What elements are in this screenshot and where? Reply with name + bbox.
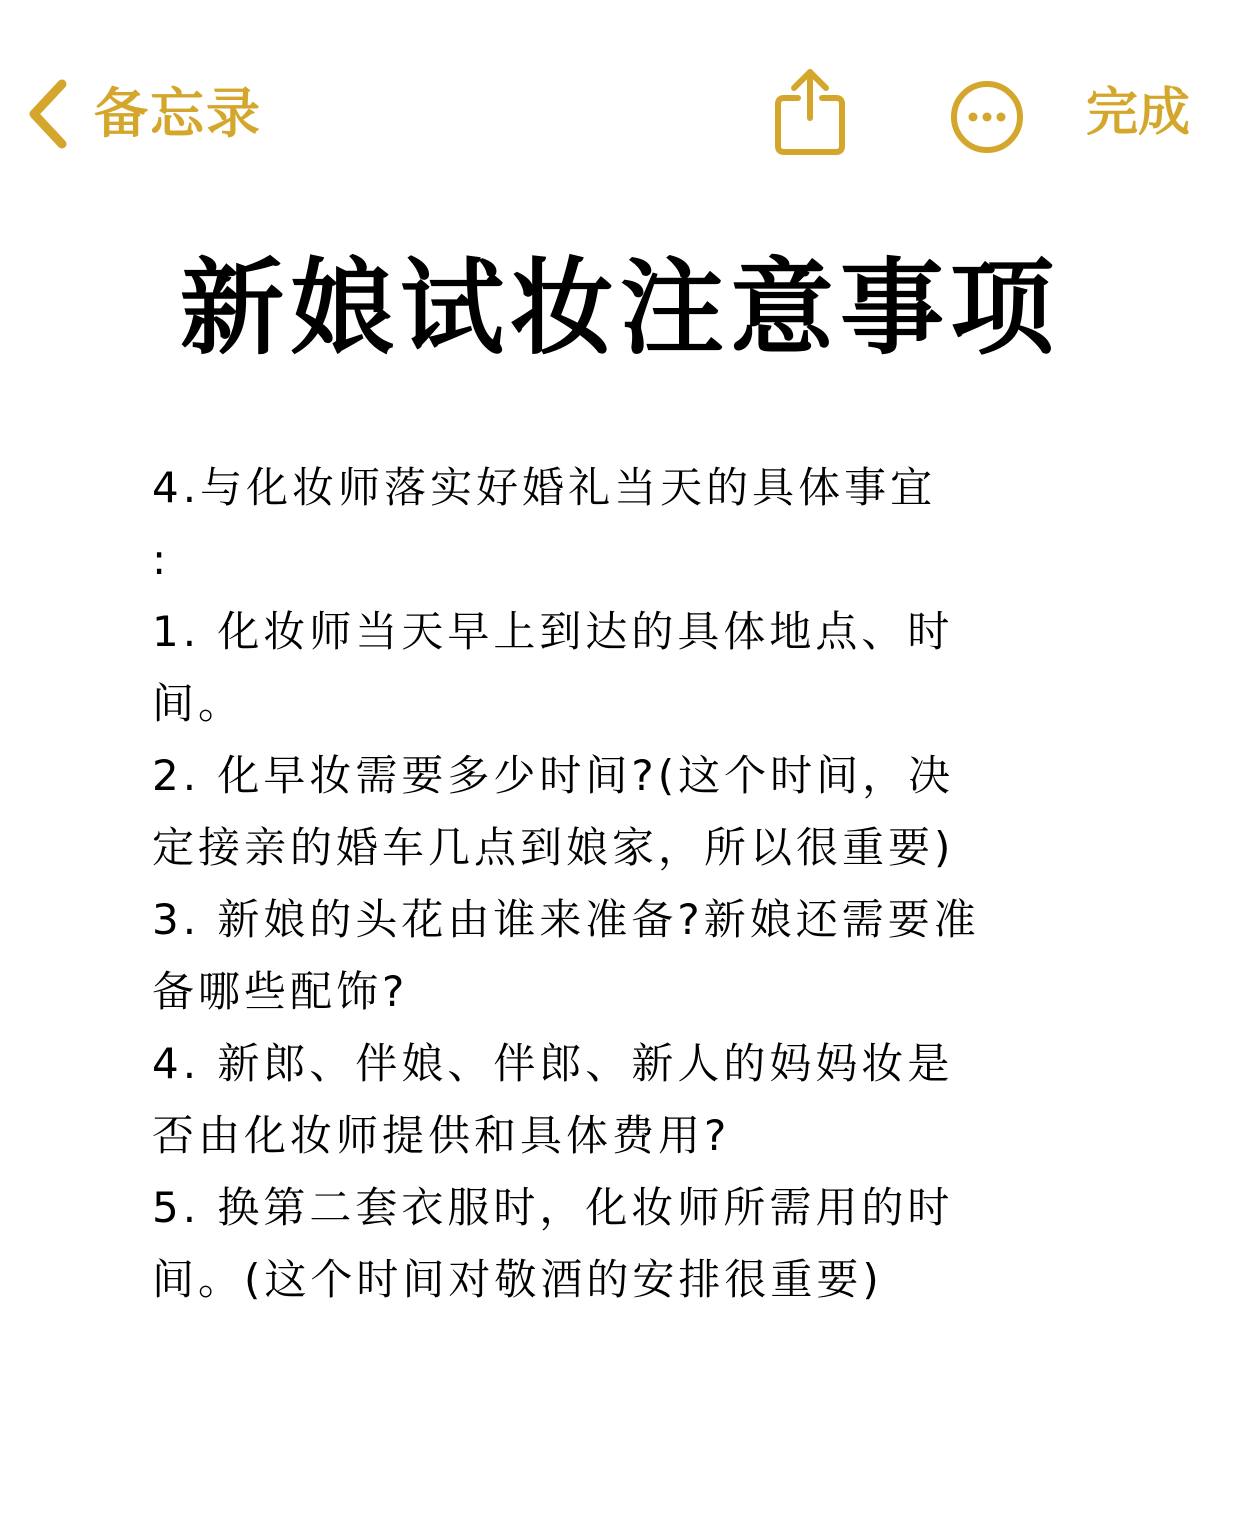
note-line: 否由化妆师提供和具体费用? xyxy=(152,1111,731,1160)
note-line: 间。(这个时间对敬酒的安排很重要) xyxy=(152,1255,883,1304)
done-button[interactable]: 完成 xyxy=(1086,83,1191,143)
back-button[interactable] xyxy=(22,74,262,154)
note-line: 备哪些配饰? xyxy=(152,967,409,1016)
share-icon[interactable] xyxy=(772,66,848,158)
note-body[interactable] xyxy=(152,452,1092,1316)
note-line: 2. 化早妆需要多少时间?(这个时间，决 xyxy=(152,751,955,800)
note-line: 间。 xyxy=(152,679,245,728)
note-line: 3. 新娘的头花由谁来准备?新娘还需要准 xyxy=(152,895,980,944)
note-line: 5. 换第二套衣服时，化妆师所需用的时 xyxy=(152,1183,954,1232)
note-line: 定接亲的婚车几点到娘家，所以很重要) xyxy=(152,823,955,872)
navigation-bar xyxy=(0,0,1240,210)
chevron-left-icon xyxy=(22,74,78,154)
back-label: 备忘录 xyxy=(94,82,262,145)
note-line: 1. 化妆师当天早上到达的具体地点、时 xyxy=(152,607,954,656)
more-icon[interactable] xyxy=(948,78,1026,156)
note-line: : xyxy=(152,535,171,584)
note-line: 4. 新郎、伴娘、伴郎、新人的妈妈妆是 xyxy=(152,1039,954,1088)
note-line: 4.与化妆师落实好婚礼当天的具体事宜 xyxy=(152,463,937,512)
note-title: 新娘试妆注意事项 xyxy=(179,247,1060,369)
